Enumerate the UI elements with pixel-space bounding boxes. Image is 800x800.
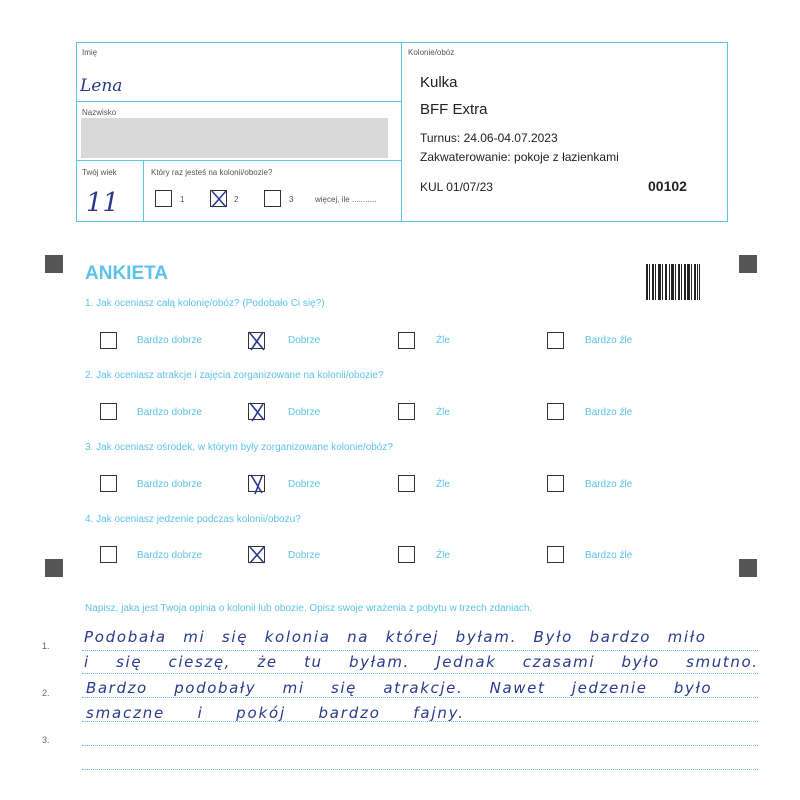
camp-label: Kolonie/obóz	[408, 48, 455, 57]
q3-option-bardzo-zle: Bardzo źle	[585, 479, 633, 490]
handwritten-line-2: i się cieszę, że tu byłam. Jednak czasami było smutno.	[84, 653, 759, 671]
turnus: Turnus: 24.06-04.07.2023	[420, 131, 558, 145]
q3-option-zle: Źle	[436, 479, 450, 490]
times-option-3: 3	[289, 195, 294, 204]
q1-checkbox-zle[interactable]	[398, 332, 415, 349]
times-option-1: 1	[180, 195, 185, 204]
q1-checkbox-bardzo-zle[interactable]	[547, 332, 564, 349]
q2-checkbox-dobrze[interactable]	[248, 403, 265, 420]
cross-mark-icon	[247, 473, 267, 495]
q2-option-zle: Źle	[436, 407, 450, 418]
q1-checkbox-bardzo-dobrze[interactable]	[100, 332, 117, 349]
survey-title: ANKIETA	[85, 263, 169, 284]
camp-code: KUL 01/07/23	[420, 180, 493, 194]
cross-mark-icon	[247, 544, 267, 566]
q2-checkbox-zle[interactable]	[398, 403, 415, 420]
line-number-1: 1.	[42, 641, 50, 651]
age-label: Twój wiek	[82, 168, 117, 177]
question-3: 3. Jak oceniasz ośrodek, w którym były zorganizowane kolonie/obóz?	[85, 442, 393, 453]
question-4: 4. Jak oceniasz jedzenie podczas kolonii/obozu?	[85, 514, 301, 525]
header-divider-surname	[76, 160, 402, 161]
q3-option-bardzo-dobrze: Bardzo dobrze	[137, 479, 203, 490]
times-checkbox-3[interactable]	[264, 190, 281, 207]
registration-marker-top-left	[45, 255, 63, 273]
name-label: Imię	[82, 48, 98, 57]
header-divider-age	[143, 160, 144, 221]
opinion-prompt: Napisz, jaka jest Twoja opinia o kolonii lub obozie. Opisz swoje wrażenia z pobytu w trzech zdaniach.	[85, 603, 533, 614]
line-number-3: 3.	[42, 735, 50, 745]
answer-line	[82, 697, 758, 698]
q2-checkbox-bardzo-dobrze[interactable]	[100, 403, 117, 420]
header-divider-name	[76, 101, 402, 102]
q4-checkbox-bardzo-dobrze[interactable]	[100, 546, 117, 563]
q2-option-dobrze: Dobrze	[288, 407, 321, 418]
q4-option-bardzo-zle: Bardzo źle	[585, 550, 633, 561]
registration-marker-bottom-right	[739, 559, 757, 577]
q2-option-bardzo-zle: Bardzo źle	[585, 407, 633, 418]
answer-line	[82, 650, 758, 651]
q1-option-bardzo-zle: Bardzo źle	[585, 335, 633, 346]
q4-option-zle: Źle	[436, 550, 450, 561]
camp-name: Kulka	[420, 74, 458, 91]
age-value: 11	[86, 188, 120, 218]
handwritten-line-3: Bardzo podobały mi się atrakcje. Nawet jedzenie było	[86, 679, 713, 697]
q2-checkbox-bardzo-zle[interactable]	[547, 403, 564, 420]
cross-mark-icon	[247, 401, 267, 423]
registration-marker-top-right	[739, 255, 757, 273]
times-checkbox-1[interactable]	[155, 190, 172, 207]
q4-option-bardzo-dobrze: Bardzo dobrze	[137, 550, 203, 561]
q3-checkbox-bardzo-dobrze[interactable]	[100, 475, 117, 492]
answer-line	[82, 745, 758, 746]
q3-checkbox-dobrze[interactable]	[248, 475, 265, 492]
q1-option-zle: Źle	[436, 335, 450, 346]
name-value: Lena	[80, 76, 123, 96]
q4-checkbox-zle[interactable]	[398, 546, 415, 563]
q1-option-bardzo-dobrze: Bardzo dobrze	[137, 335, 203, 346]
form-number: 00102	[648, 178, 687, 194]
q4-option-dobrze: Dobrze	[288, 550, 321, 561]
q3-checkbox-zle[interactable]	[398, 475, 415, 492]
cross-mark-icon	[209, 188, 229, 210]
question-2: 2. Jak oceniasz atrakcje i zajęcia zorganizowane na kolonii/obozie?	[85, 370, 384, 381]
times-label: Który raz jesteś na kolonii/obozie?	[151, 168, 273, 177]
q4-checkbox-bardzo-zle[interactable]	[547, 546, 564, 563]
handwritten-line-1: Podobała mi się kolonia na której byłam. Było bardzo miło	[84, 628, 707, 646]
surname-redaction	[81, 118, 388, 158]
q1-checkbox-dobrze[interactable]	[248, 332, 265, 349]
question-1: 1. Jak oceniasz całą kolonię/obóz? (Podobało Ci się?)	[85, 298, 325, 309]
handwritten-line-4: smaczne i pokój bardzo fajny.	[86, 704, 465, 722]
accommodation: Zakwaterowanie: pokoje z łazienkami	[420, 150, 619, 164]
header-divider-vertical	[401, 42, 402, 221]
camp-program: BFF Extra	[420, 101, 488, 118]
answer-line	[82, 673, 758, 674]
q1-option-dobrze: Dobrze	[288, 335, 321, 346]
surname-label: Nazwisko	[82, 108, 117, 117]
q3-checkbox-bardzo-zle[interactable]	[547, 475, 564, 492]
registration-marker-bottom-left	[45, 559, 63, 577]
q4-checkbox-dobrze[interactable]	[248, 546, 265, 563]
line-number-2: 2.	[42, 688, 50, 698]
answer-line	[82, 769, 758, 770]
times-more: więcej, ile ...........	[315, 195, 377, 204]
q3-option-dobrze: Dobrze	[288, 479, 321, 490]
times-option-2: 2	[234, 195, 239, 204]
barcode-icon	[646, 264, 700, 300]
times-checkbox-2[interactable]	[210, 190, 227, 207]
q2-option-bardzo-dobrze: Bardzo dobrze	[137, 407, 203, 418]
cross-mark-icon	[247, 330, 267, 352]
